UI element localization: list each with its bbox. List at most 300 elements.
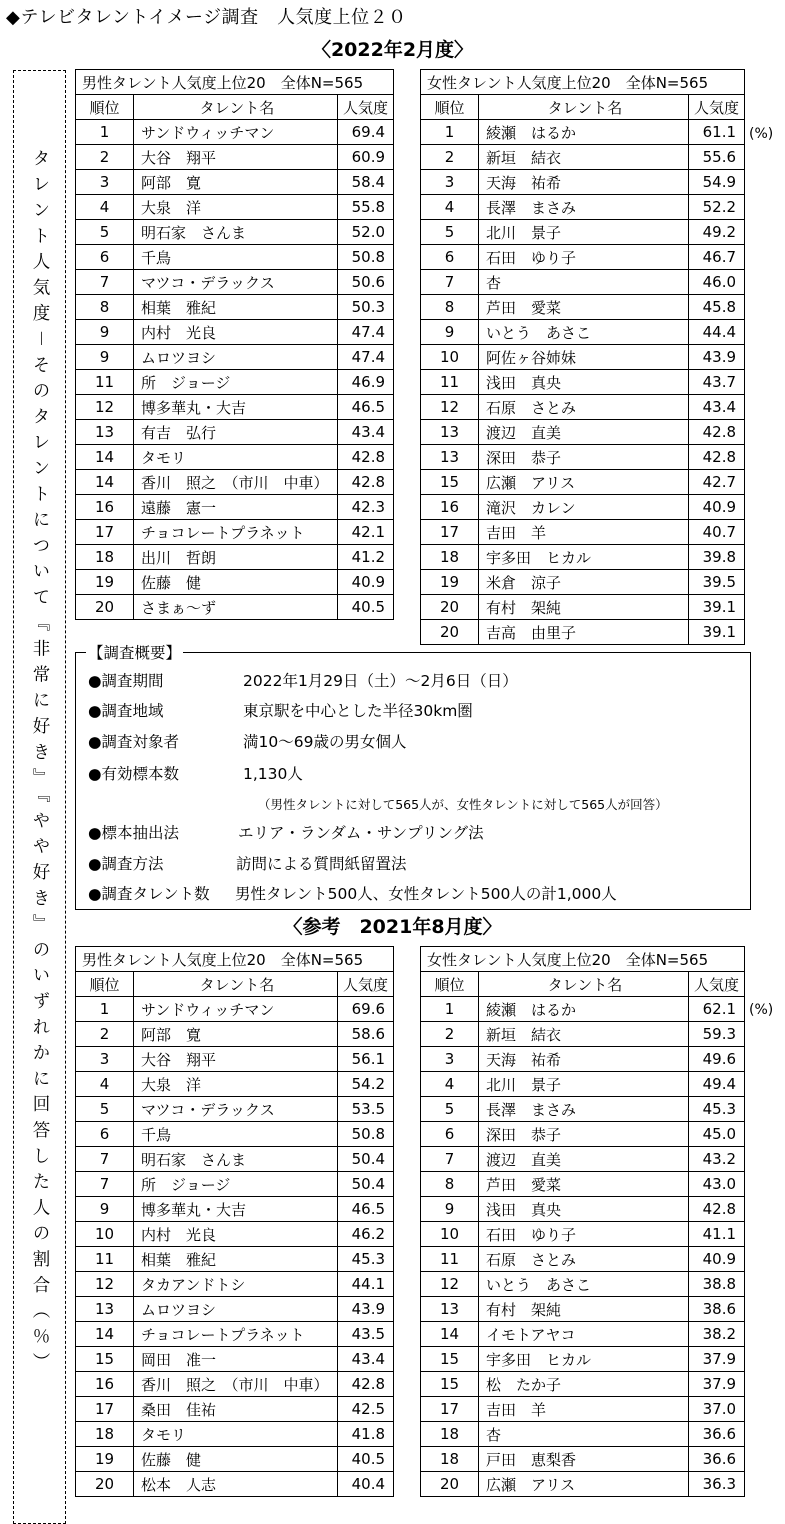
table-row: [76, 270, 394, 295]
talent-name-cell: 新垣 結衣: [479, 1022, 689, 1047]
talent-name-cell: 渡辺 直美: [479, 420, 689, 445]
talent-name-cell: 長澤 まさみ: [479, 195, 689, 220]
rank-cell: 20: [421, 620, 479, 645]
popularity-value-cell: 42.8: [338, 445, 394, 470]
popularity-value-cell: 42.7: [689, 470, 745, 495]
column-header-name: タレント名: [479, 95, 689, 120]
rank-cell: 8: [421, 1172, 479, 1197]
rank-cell: 6: [76, 1122, 134, 1147]
talent-name-cell: 新垣 結衣: [479, 145, 689, 170]
popularity-value-cell: 43.2: [689, 1147, 745, 1172]
table-row: [76, 320, 394, 345]
rank-cell: 18: [421, 1447, 479, 1472]
table-row: [76, 1072, 394, 1097]
rank-cell: 11: [421, 1247, 479, 1272]
rank-cell: 2: [76, 1022, 134, 1047]
talent-name-cell: 所 ジョージ: [134, 370, 338, 395]
popularity-value-cell: 38.8: [689, 1272, 745, 1297]
table-row: [76, 145, 394, 170]
talent-name-cell: 北川 景子: [479, 220, 689, 245]
talent-name-cell: いとう あさこ: [479, 320, 689, 345]
table-row: [421, 1097, 745, 1122]
table-row: [421, 1447, 745, 1472]
table-row: [76, 445, 394, 470]
popularity-value-cell: 42.1: [338, 520, 394, 545]
popularity-value-cell: 45.8: [689, 295, 745, 320]
talent-name-cell: 博多華丸・大吉: [134, 1197, 338, 1222]
table-header: 女性タレント人気度上位20 全体N=565: [421, 947, 745, 972]
rank-cell: 10: [76, 1222, 134, 1247]
overview-label: ●調査期間: [88, 672, 164, 690]
popularity-value-cell: 49.2: [689, 220, 745, 245]
table-row: [76, 495, 394, 520]
popularity-value-cell: 52.0: [338, 220, 394, 245]
column-header-value: 人気度: [338, 95, 394, 120]
table-row: [421, 1472, 745, 1497]
popularity-value-cell: 41.8: [338, 1422, 394, 1447]
popularity-value-cell: 43.4: [689, 395, 745, 420]
popularity-value-cell: 40.9: [338, 570, 394, 595]
popularity-value-cell: 37.0: [689, 1397, 745, 1422]
table-header: 女性タレント人気度上位20 全体N=565: [421, 70, 745, 95]
talent-name-cell: タモリ: [134, 1422, 338, 1447]
column-header-row: [421, 95, 745, 120]
table-row: [421, 620, 745, 645]
rank-cell: 1: [76, 997, 134, 1022]
popularity-value-cell: 49.6: [689, 1047, 745, 1072]
rank-cell: 19: [76, 1447, 134, 1472]
rank-cell: 12: [76, 1272, 134, 1297]
talent-name-cell: 大泉 洋: [134, 1072, 338, 1097]
talent-name-cell: 松 たか子: [479, 1372, 689, 1397]
overview-label: ●調査方法: [88, 855, 164, 873]
female-ranking-table-2021: [420, 946, 745, 1497]
talent-name-cell: 杏: [479, 1422, 689, 1447]
rank-cell: 13: [421, 420, 479, 445]
popularity-value-cell: 40.5: [338, 595, 394, 620]
table-row: [421, 295, 745, 320]
rank-cell: 9: [421, 320, 479, 345]
popularity-value-cell: 39.5: [689, 570, 745, 595]
table-row: [76, 170, 394, 195]
popularity-value-cell: 37.9: [689, 1347, 745, 1372]
talent-name-cell: 深田 恭子: [479, 1122, 689, 1147]
talent-name-cell: タカアンドトシ: [134, 1272, 338, 1297]
talent-name-cell: 岡田 准一: [134, 1347, 338, 1372]
rank-cell: 20: [76, 595, 134, 620]
rank-cell: 13: [421, 1297, 479, 1322]
overview-note: （男性タレントに対して565人が、女性タレントに対して565人が回答）: [258, 797, 668, 812]
section-title-2022: 〈2022年2月度〉: [311, 39, 474, 61]
rank-cell: 18: [421, 545, 479, 570]
table-row: [76, 345, 394, 370]
talent-name-cell: 吉田 羊: [479, 1397, 689, 1422]
table-row: [421, 1422, 745, 1447]
popularity-value-cell: 43.9: [689, 345, 745, 370]
overview-label: ●標本抽出法: [88, 824, 180, 842]
talent-name-cell: 長澤 まさみ: [479, 1097, 689, 1122]
rank-cell: 15: [421, 1372, 479, 1397]
rank-cell: 7: [76, 270, 134, 295]
rank-cell: 20: [421, 1472, 479, 1497]
overview-label: ●調査タレント数: [88, 885, 210, 903]
rank-cell: 14: [76, 1322, 134, 1347]
popularity-value-cell: 54.9: [689, 170, 745, 195]
popularity-value-cell: 40.9: [689, 1247, 745, 1272]
talent-name-cell: 天海 祐希: [479, 170, 689, 195]
table-row: [76, 1347, 394, 1372]
table-row: [76, 470, 394, 495]
popularity-value-cell: 38.2: [689, 1322, 745, 1347]
popularity-value-cell: 38.6: [689, 1297, 745, 1322]
talent-name-cell: イモトアヤコ: [479, 1322, 689, 1347]
talent-name-cell: 博多華丸・大吉: [134, 395, 338, 420]
popularity-value-cell: 43.0: [689, 1172, 745, 1197]
popularity-value-cell: 59.3: [689, 1022, 745, 1047]
rank-cell: 7: [421, 1147, 479, 1172]
overview-value: 訪問による質問紙留置法: [236, 855, 407, 873]
talent-name-cell: 渡辺 直美: [479, 1147, 689, 1172]
table-row: [421, 470, 745, 495]
popularity-value-cell: 56.1: [338, 1047, 394, 1072]
talent-name-cell: 石田 ゆり子: [479, 1222, 689, 1247]
overview-label: ●調査地域: [88, 702, 164, 720]
talent-name-cell: 有村 架純: [479, 1297, 689, 1322]
popularity-value-cell: 50.4: [338, 1147, 394, 1172]
talent-name-cell: 佐藤 健: [134, 1447, 338, 1472]
rank-cell: 8: [76, 295, 134, 320]
talent-name-cell: 阿部 寛: [134, 1022, 338, 1047]
table-row: [76, 595, 394, 620]
talent-name-cell: 深田 恭子: [479, 445, 689, 470]
table-row: [421, 345, 745, 370]
table-row: [76, 997, 394, 1022]
table-row: [76, 545, 394, 570]
rank-cell: 16: [76, 495, 134, 520]
table-row: [76, 395, 394, 420]
talent-name-cell: 明石家 さんま: [134, 220, 338, 245]
table-row: [421, 245, 745, 270]
popularity-value-cell: 42.8: [338, 470, 394, 495]
overview-value: 1,130人: [243, 765, 303, 783]
overview-value: 満10～69歳の男女個人: [243, 733, 407, 751]
rank-cell: 18: [76, 545, 134, 570]
talent-name-cell: 石原 さとみ: [479, 395, 689, 420]
talent-name-cell: 宇多田 ヒカル: [479, 1347, 689, 1372]
table-row: [421, 370, 745, 395]
talent-name-cell: 大谷 翔平: [134, 145, 338, 170]
rank-cell: 1: [421, 120, 479, 145]
talent-name-cell: 香川 照之 （市川 中車）: [134, 1372, 338, 1397]
popularity-value-cell: 40.9: [689, 495, 745, 520]
popularity-value-cell: 46.7: [689, 245, 745, 270]
rank-cell: 3: [421, 1047, 479, 1072]
popularity-value-cell: 50.3: [338, 295, 394, 320]
talent-name-cell: 芦田 愛菜: [479, 295, 689, 320]
rank-cell: 11: [421, 370, 479, 395]
popularity-value-cell: 58.4: [338, 170, 394, 195]
talent-name-cell: 北川 景子: [479, 1072, 689, 1097]
talent-name-cell: 広瀬 アリス: [479, 1472, 689, 1497]
popularity-value-cell: 45.3: [689, 1097, 745, 1122]
rank-cell: 11: [76, 1247, 134, 1272]
rank-cell: 10: [421, 345, 479, 370]
table-row: [421, 270, 745, 295]
popularity-value-cell: 69.6: [338, 997, 394, 1022]
rank-cell: 5: [421, 1097, 479, 1122]
rank-cell: 14: [76, 445, 134, 470]
popularity-value-cell: 42.3: [338, 495, 394, 520]
talent-name-cell: さまぁ～ず: [134, 595, 338, 620]
rank-cell: 13: [76, 1297, 134, 1322]
talent-name-cell: 宇多田 ヒカル: [479, 545, 689, 570]
popularity-value-cell: 49.4: [689, 1072, 745, 1097]
column-header-row: [421, 972, 745, 997]
section-title-2021: 〈参考 2021年8月度〉: [283, 916, 502, 938]
table-row: [76, 1097, 394, 1122]
table-row: [421, 395, 745, 420]
talent-name-cell: 千鳥: [134, 245, 338, 270]
rank-cell: 4: [421, 1072, 479, 1097]
popularity-value-cell: 42.8: [689, 420, 745, 445]
table-row: [76, 1247, 394, 1272]
rank-cell: 8: [421, 295, 479, 320]
table-row: [421, 420, 745, 445]
rank-cell: 7: [76, 1172, 134, 1197]
talent-name-cell: 佐藤 健: [134, 570, 338, 595]
survey-overview-box: [75, 644, 751, 910]
talent-name-cell: タモリ: [134, 445, 338, 470]
table-row: [76, 295, 394, 320]
table-row: [76, 245, 394, 270]
talent-name-cell: 石田 ゆり子: [479, 245, 689, 270]
rank-cell: 9: [76, 320, 134, 345]
table-row: [76, 1272, 394, 1297]
popularity-value-cell: 52.2: [689, 195, 745, 220]
table-row: [76, 1297, 394, 1322]
table-row: [421, 1047, 745, 1072]
overview-value: 2022年1月29日（土）～2月6日（日）: [243, 672, 518, 690]
popularity-value-cell: 47.4: [338, 345, 394, 370]
rank-cell: 1: [421, 997, 479, 1022]
rank-cell: 15: [421, 470, 479, 495]
rank-cell: 12: [76, 395, 134, 420]
rank-cell: 20: [421, 595, 479, 620]
rank-cell: 16: [421, 495, 479, 520]
rank-cell: 15: [76, 1347, 134, 1372]
table-row: [421, 120, 745, 145]
table-header: 男性タレント人気度上位20 全体N=565: [76, 70, 394, 95]
column-header-name: タレント名: [134, 95, 338, 120]
table-row: [76, 195, 394, 220]
rank-cell: 17: [421, 520, 479, 545]
rank-cell: 16: [76, 1372, 134, 1397]
talent-name-cell: マツコ・デラックス: [134, 1097, 338, 1122]
table-row: [421, 1372, 745, 1397]
rank-cell: 7: [421, 270, 479, 295]
table-row: [421, 1147, 745, 1172]
table-row: [421, 445, 745, 470]
rank-cell: 19: [421, 570, 479, 595]
table-row: [421, 220, 745, 245]
column-header-value: 人気度: [689, 95, 745, 120]
table-header: 男性タレント人気度上位20 全体N=565: [76, 947, 394, 972]
table-row: [421, 1222, 745, 1247]
popularity-value-cell: 44.1: [338, 1272, 394, 1297]
talent-name-cell: いとう あさこ: [479, 1272, 689, 1297]
overview-value: 東京駅を中心とした半径30km圏: [243, 702, 473, 720]
column-header-rank: 順位: [421, 95, 479, 120]
talent-name-cell: 杏: [479, 270, 689, 295]
table-row: [421, 320, 745, 345]
popularity-value-cell: 42.8: [689, 445, 745, 470]
rank-cell: 3: [421, 170, 479, 195]
table-row: [421, 1172, 745, 1197]
popularity-value-cell: 36.6: [689, 1447, 745, 1472]
popularity-value-cell: 43.9: [338, 1297, 394, 1322]
table-row: [76, 1047, 394, 1072]
table-row: [76, 1422, 394, 1447]
popularity-value-cell: 55.6: [689, 145, 745, 170]
talent-name-cell: 吉田 羊: [479, 520, 689, 545]
talent-name-cell: 石原 さとみ: [479, 1247, 689, 1272]
popularity-value-cell: 46.9: [338, 370, 394, 395]
talent-name-cell: サンドウィッチマン: [134, 997, 338, 1022]
rank-cell: 17: [76, 520, 134, 545]
rank-cell: 9: [76, 1197, 134, 1222]
rank-cell: 6: [421, 1122, 479, 1147]
talent-name-cell: 有村 架純: [479, 595, 689, 620]
talent-name-cell: 滝沢 カレン: [479, 495, 689, 520]
popularity-value-cell: 46.5: [338, 395, 394, 420]
table-row: [421, 520, 745, 545]
overview-label: ●有効標本数: [88, 765, 180, 783]
table-row: [421, 1397, 745, 1422]
table-row: [421, 1197, 745, 1222]
popularity-value-cell: 53.5: [338, 1097, 394, 1122]
table-row: [76, 570, 394, 595]
table-row: [421, 1322, 745, 1347]
talent-name-cell: 有吉 弘行: [134, 420, 338, 445]
rank-cell: 14: [421, 1322, 479, 1347]
table-row: [76, 1222, 394, 1247]
table-row: [421, 997, 745, 1022]
rank-cell: 3: [76, 1047, 134, 1072]
rank-cell: 5: [421, 220, 479, 245]
popularity-value-cell: 42.8: [338, 1372, 394, 1397]
talent-name-cell: ムロツヨシ: [134, 1297, 338, 1322]
table-row: [421, 1122, 745, 1147]
popularity-value-cell: 41.1: [689, 1222, 745, 1247]
rank-cell: 6: [421, 245, 479, 270]
talent-name-cell: 桑田 佳祐: [134, 1397, 338, 1422]
column-header-value: 人気度: [689, 972, 745, 997]
popularity-value-cell: 39.1: [689, 620, 745, 645]
male-ranking-table-2021: [75, 946, 394, 1497]
popularity-value-cell: 39.8: [689, 545, 745, 570]
talent-name-cell: 内村 光良: [134, 1222, 338, 1247]
rank-cell: 18: [421, 1422, 479, 1447]
percent-unit-label: (%): [749, 126, 774, 142]
table-row: [421, 170, 745, 195]
talent-name-cell: 綾瀬 はるか: [479, 120, 689, 145]
popularity-value-cell: 50.8: [338, 245, 394, 270]
table-row: [76, 1197, 394, 1222]
column-header-row: [76, 972, 394, 997]
rank-cell: 20: [76, 1472, 134, 1497]
talent-name-cell: 阿部 寛: [134, 170, 338, 195]
table-row: [76, 370, 394, 395]
talent-name-cell: チョコレートプラネット: [134, 520, 338, 545]
rank-cell: 15: [421, 1347, 479, 1372]
rank-cell: 12: [421, 1272, 479, 1297]
talent-name-cell: 浅田 真央: [479, 370, 689, 395]
female-ranking-table-2022: [420, 69, 745, 645]
popularity-value-cell: 50.6: [338, 270, 394, 295]
rank-cell: 17: [76, 1397, 134, 1422]
table-row: [76, 1122, 394, 1147]
talent-name-cell: 遠藤 憲一: [134, 495, 338, 520]
column-header-row: [76, 95, 394, 120]
table-row: [76, 420, 394, 445]
talent-name-cell: 戸田 恵梨香: [479, 1447, 689, 1472]
table-row: [76, 520, 394, 545]
popularity-value-cell: 46.0: [689, 270, 745, 295]
talent-name-cell: 松本 人志: [134, 1472, 338, 1497]
rank-cell: 9: [76, 345, 134, 370]
talent-name-cell: マツコ・デラックス: [134, 270, 338, 295]
column-header-rank: 順位: [421, 972, 479, 997]
table-row: [421, 570, 745, 595]
table-row: [76, 1172, 394, 1197]
table-row: [76, 1022, 394, 1047]
talent-name-cell: 所 ジョージ: [134, 1172, 338, 1197]
popularity-value-cell: 61.1: [689, 120, 745, 145]
popularity-value-cell: 40.7: [689, 520, 745, 545]
table-row: [421, 1347, 745, 1372]
popularity-value-cell: 36.6: [689, 1422, 745, 1447]
rank-cell: 9: [421, 1197, 479, 1222]
popularity-value-cell: 46.2: [338, 1222, 394, 1247]
rank-cell: 10: [421, 1222, 479, 1247]
overview-label: ●調査対象者: [88, 733, 180, 751]
rank-cell: 14: [76, 470, 134, 495]
rank-cell: 7: [76, 1147, 134, 1172]
column-header-rank: 順位: [76, 95, 134, 120]
rank-cell: 2: [421, 1022, 479, 1047]
talent-name-cell: 相葉 雅紀: [134, 295, 338, 320]
column-header-name: タレント名: [479, 972, 689, 997]
talent-name-cell: 阿佐ヶ谷姉妹: [479, 345, 689, 370]
talent-name-cell: 米倉 涼子: [479, 570, 689, 595]
table-row: [76, 1397, 394, 1422]
percent-unit-label: (%): [749, 1002, 774, 1018]
rank-cell: 19: [76, 570, 134, 595]
popularity-value-cell: 42.5: [338, 1397, 394, 1422]
table-row: [421, 145, 745, 170]
popularity-value-cell: 50.4: [338, 1172, 394, 1197]
table-row: [76, 1472, 394, 1497]
talent-name-cell: チョコレートプラネット: [134, 1322, 338, 1347]
rank-cell: 6: [76, 245, 134, 270]
table-row: [421, 1297, 745, 1322]
rank-cell: 17: [421, 1397, 479, 1422]
talent-name-cell: 綾瀬 はるか: [479, 997, 689, 1022]
page-title: ◆テレビタレントイメージ調査 人気度上位２０: [6, 7, 407, 28]
popularity-value-cell: 54.2: [338, 1072, 394, 1097]
talent-name-cell: 大泉 洋: [134, 195, 338, 220]
column-header-rank: 順位: [76, 972, 134, 997]
